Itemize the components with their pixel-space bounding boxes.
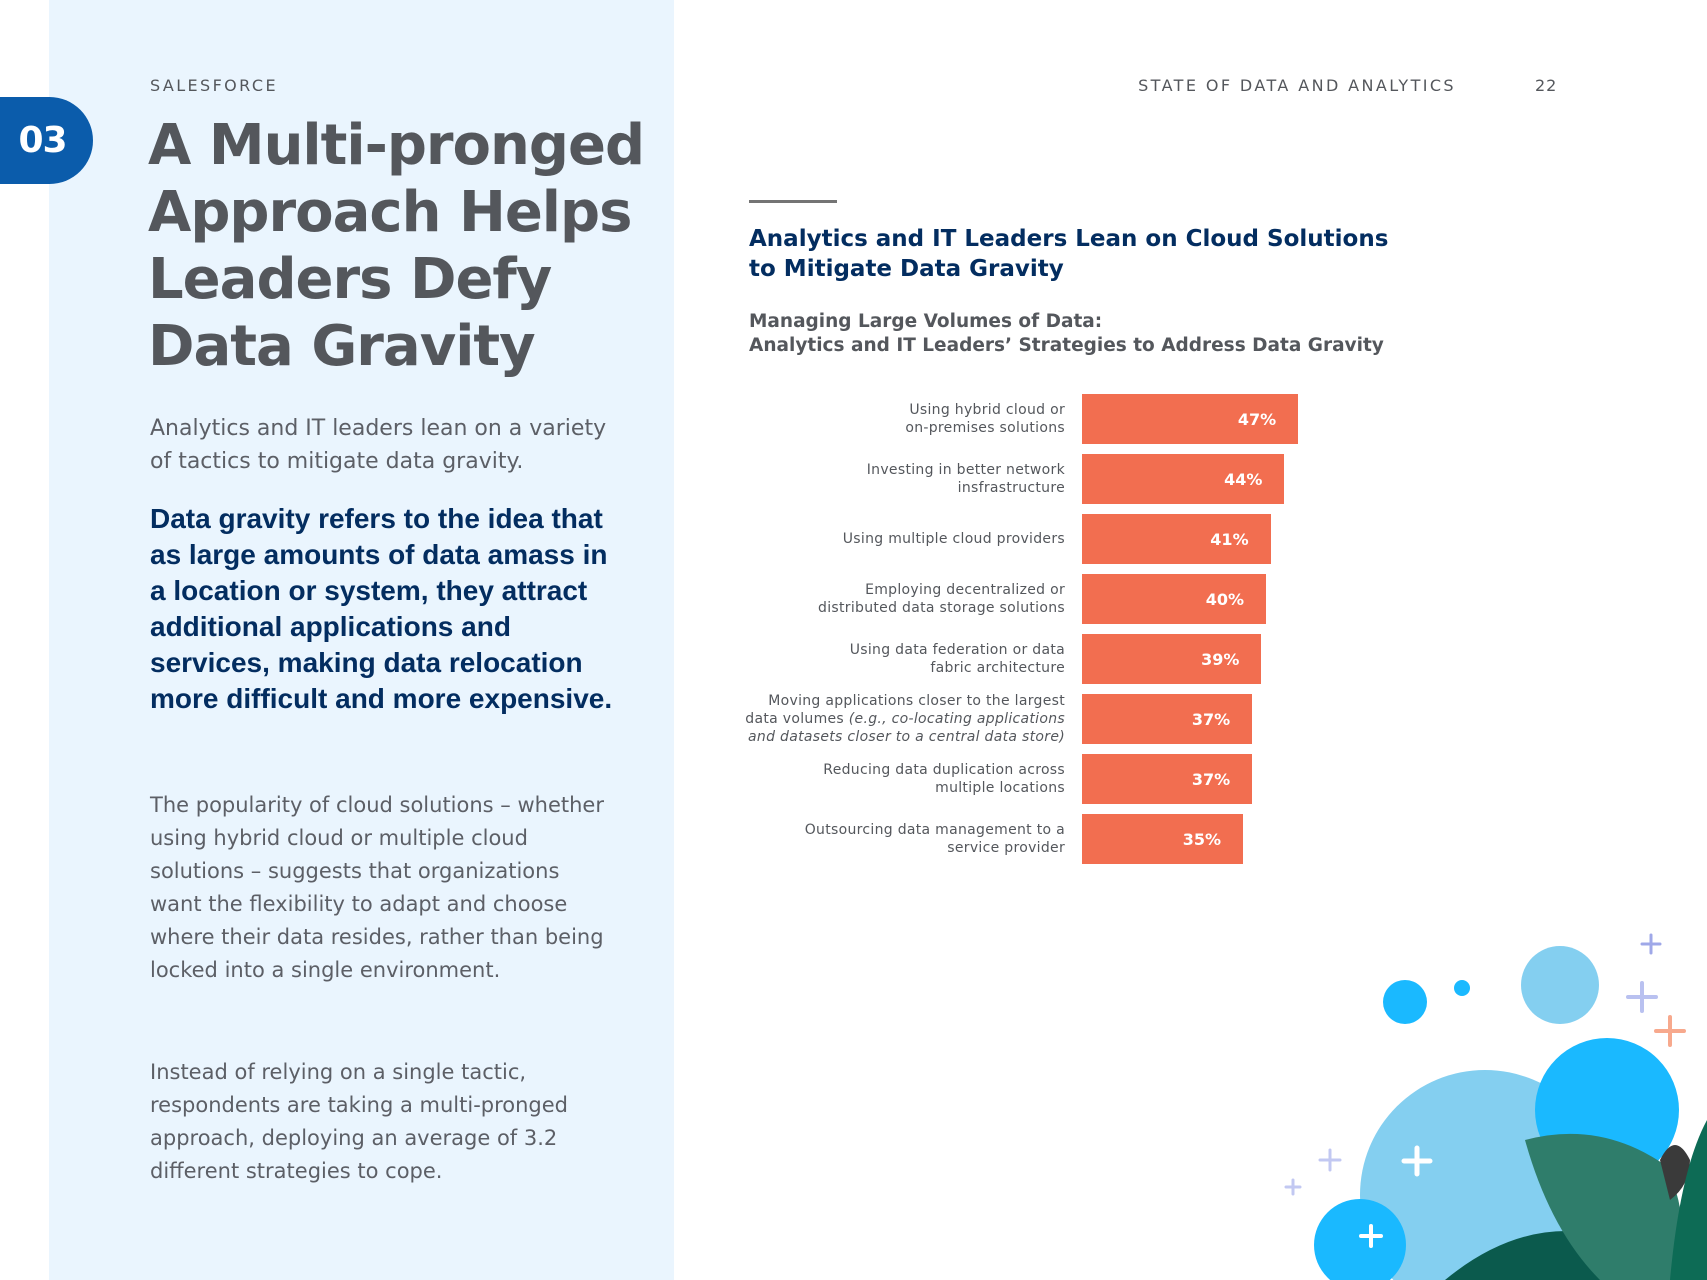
bar [1082, 694, 1252, 744]
chart-subtitle-line-2: Analytics and IT Leaders’ Strategies to Address Data Gravity [749, 335, 1384, 356]
bar-category-label-line: Using hybrid cloud or [909, 402, 1065, 418]
bar-row [720, 694, 1320, 744]
bar-value-label: 44% [1224, 469, 1263, 489]
bar-category-label-line: Investing in better network [866, 462, 1065, 478]
bar-category-label [745, 814, 1065, 864]
bar-value-label: 35% [1182, 829, 1221, 849]
bar-row [720, 394, 1320, 444]
bar-category-label [745, 514, 1065, 564]
bar [1082, 514, 1271, 564]
bar-category-label-line: Using multiple cloud providers [842, 531, 1065, 547]
chart-title: Analytics and IT Leaders Lean on Cloud Solutions to Mitigate Data Gravity [749, 226, 1389, 282]
bubble-small-icon [1383, 980, 1427, 1024]
bar-row [720, 574, 1320, 624]
bar-category-label-line: data volumes (e.g., co-locating applications [745, 711, 1065, 727]
bubble-light-icon [1521, 946, 1599, 1024]
strategy-bar-chart [720, 390, 1320, 870]
bar-category-label-line: fabric architecture [930, 660, 1065, 676]
bar-category-label-line: on-premises solutions [905, 420, 1065, 436]
bar-category-label [745, 694, 1065, 744]
bar-row [720, 814, 1320, 864]
chapter-number-badge: 03 [0, 97, 93, 184]
bar [1082, 814, 1243, 864]
bar-category-label-line: insfrastructure [957, 480, 1065, 496]
bar-row [720, 514, 1320, 564]
chart-subtitle-line-1: Managing Large Volumes of Data: [749, 311, 1103, 332]
bar-category-label-line: multiple locations [935, 780, 1065, 796]
bubble-dot-icon [1454, 980, 1470, 996]
bar [1082, 394, 1298, 444]
bar-category-label-line: distributed data storage solutions [818, 600, 1065, 616]
bar-category-label-line: Outsourcing data management to a [804, 822, 1065, 838]
bar-value-label: 47% [1237, 409, 1277, 429]
bar-category-label-line: Employing decentralized or [865, 582, 1065, 598]
bar-value-label: 37% [1191, 709, 1231, 729]
data-gravity-callout: Data gravity refers to the idea that as large amounts of data amass in a location or system, they attract additional applications and services, making data relocation more difficult and more expensive. [150, 503, 613, 714]
bar [1082, 634, 1261, 684]
bar-row [720, 754, 1320, 804]
bar-value-label: 41% [1210, 529, 1249, 549]
bar [1082, 754, 1252, 804]
bar-value-label: 37% [1191, 769, 1231, 789]
bar-category-label-line: Moving applications closer to the largest [768, 693, 1065, 709]
bar-category-label [745, 634, 1065, 684]
body-paragraph-cloud: The popularity of cloud solutions – whether using hybrid cloud or multiple cloud solutions – suggests that organizations want the flexibility to adapt and choose where their data resides, rather than being locked into a single environment. [150, 793, 604, 982]
bar [1082, 574, 1266, 624]
bar-category-label-line: Reducing data duplication across [823, 762, 1065, 778]
decorative-illustration [1270, 910, 1707, 1280]
bar-category-label [745, 454, 1065, 504]
bar-category-label [745, 394, 1065, 444]
bar-category-label-note: and datasets closer to a central data store) [748, 729, 1065, 745]
bar-category-label-line: service provider [947, 840, 1065, 856]
bar-category-label [745, 754, 1065, 804]
brand-label: SALESFORCE [150, 76, 278, 95]
chart-subtitle [749, 310, 1389, 358]
page-headline: A Multi-pronged Approach Helps Leaders Defy Data Gravity [148, 113, 645, 379]
bar-value-label: 39% [1201, 649, 1240, 669]
report-title: STATE OF DATA AND ANALYTICS [1138, 76, 1456, 95]
page-number: 22 [1535, 76, 1558, 95]
section-divider [749, 200, 837, 203]
bar [1082, 454, 1284, 504]
intro-paragraph: Analytics and IT leaders lean on a variety of tactics to mitigate data gravity. [150, 416, 607, 474]
body-paragraph-strategies: Instead of relying on a single tactic, respondents are taking a multi-pronged approach, deploying an average of 3.2 different strategies to cope. [150, 1060, 569, 1183]
bar-row [720, 454, 1320, 504]
bar-category-label-line: Using data federation or data [849, 642, 1065, 658]
bar-category-label [745, 574, 1065, 624]
bar-row [720, 634, 1320, 684]
bar-category-label-note: (e.g., co-locating applications [844, 711, 1065, 727]
bar-value-label: 40% [1205, 589, 1244, 609]
